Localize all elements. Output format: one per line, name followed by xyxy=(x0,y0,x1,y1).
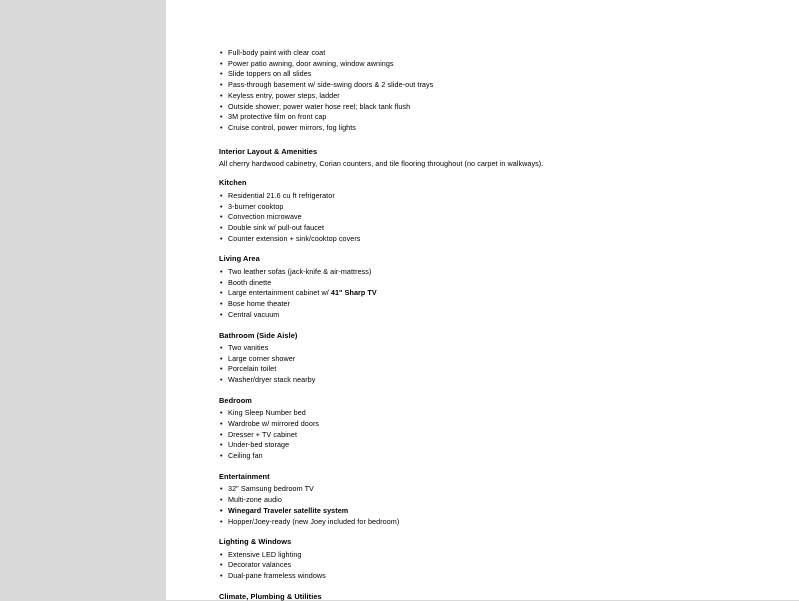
list-item: • Slide toppers on all slides xyxy=(219,69,739,78)
list-item: • Multi-zone audio xyxy=(219,495,739,504)
section-heading-kitchen: Kitchen xyxy=(219,178,247,188)
list-item: • Washer/dryer stack nearby xyxy=(219,375,739,384)
spacer xyxy=(219,527,739,537)
list-item: • Winegard Traveler satellite system xyxy=(219,506,739,515)
list-item: • Two leather sofas (jack-knife & air-mattress) xyxy=(219,267,739,276)
document-body xyxy=(219,48,739,601)
list-item: • King Sleep Number bed xyxy=(219,408,739,417)
section-heading-living-area: Living Area xyxy=(219,254,260,264)
document-page xyxy=(166,0,799,600)
list-item: • Under-bed storage xyxy=(219,440,739,449)
list-item: • Residential 21.6 cu ft refrigerator xyxy=(219,191,739,200)
list-item: • Counter extension + sink/cooktop covers xyxy=(219,234,739,243)
section-heading-bedroom: Bedroom xyxy=(219,395,252,405)
list-item: • 32" Samsung bedroom TV xyxy=(219,484,739,493)
section-list-lighting-windows xyxy=(219,550,739,581)
section-heading-entertainment: Entertainment xyxy=(219,471,270,481)
list-item: • Extensive LED lighting xyxy=(219,550,739,559)
section-list-bathroom xyxy=(219,343,739,384)
list-item: • Full-body paint with clear coat xyxy=(219,48,739,57)
section-list-bedroom xyxy=(219,408,739,460)
list-item: • Hopper/Joey-ready (new Joey included for bedroom) xyxy=(219,517,739,526)
spacer xyxy=(219,462,739,472)
list-item: • Dresser + TV cabinet xyxy=(219,430,739,439)
spacer xyxy=(219,134,739,147)
list-item: • Large corner shower xyxy=(219,354,739,363)
list-item: • Two vanities xyxy=(219,343,739,352)
list-item: • Pass-through basement w/ side-swing doors & 2 slide-out trays xyxy=(219,80,739,89)
list-item: • Power patio awning, door awning, window awnings xyxy=(219,59,739,68)
list-item: • Keyless entry, power steps, ladder xyxy=(219,91,739,100)
list-item: • Central vacuum xyxy=(219,310,739,319)
spacer xyxy=(219,244,739,254)
list-item: • Porcelain toilet xyxy=(219,364,739,373)
section-paragraph-interior: All cherry hardwood cabinetry, Corian counters, and tile flooring throughout (no carpet in walkways). xyxy=(219,159,544,169)
top-feature-list xyxy=(219,48,739,132)
section-list-living-area xyxy=(219,267,739,319)
list-item: • Ceiling fan xyxy=(219,451,739,460)
list-item: • 3-burner cooktop xyxy=(219,202,739,211)
spacer xyxy=(219,582,739,592)
list-item: • Bose home theater xyxy=(219,299,739,308)
list-item: • 3M protective film on front cap xyxy=(219,112,739,121)
section-heading-interior: Interior Layout & Amenities xyxy=(219,146,318,156)
spacer xyxy=(219,321,739,331)
list-item: • Booth dinette xyxy=(219,278,739,287)
list-item: • Convection microwave xyxy=(219,212,739,221)
spacer xyxy=(219,168,739,178)
list-item: • Wardrobe w/ mirrored doors xyxy=(219,419,739,428)
section-heading-climate-plumbing: Climate, Plumbing & Utilities xyxy=(219,591,322,601)
section-heading-bathroom: Bathroom (Side Aisle) xyxy=(219,330,298,340)
list-item: • Decorator valances xyxy=(219,560,739,569)
list-item: • Dual-pane frameless windows xyxy=(219,571,739,580)
list-item: • Cruise control, power mirrors, fog lights xyxy=(219,123,739,132)
list-item: • Large entertainment cabinet w/ 41" Sharp TV xyxy=(219,288,739,297)
section-list-entertainment xyxy=(219,484,739,525)
spacer xyxy=(219,386,739,396)
section-heading-lighting-windows: Lighting & Windows xyxy=(219,537,292,547)
section-list-kitchen xyxy=(219,191,739,243)
list-item: • Double sink w/ pull-out faucet xyxy=(219,223,739,232)
list-item: • Outside shower; power water hose reel; black tank flush xyxy=(219,102,739,111)
